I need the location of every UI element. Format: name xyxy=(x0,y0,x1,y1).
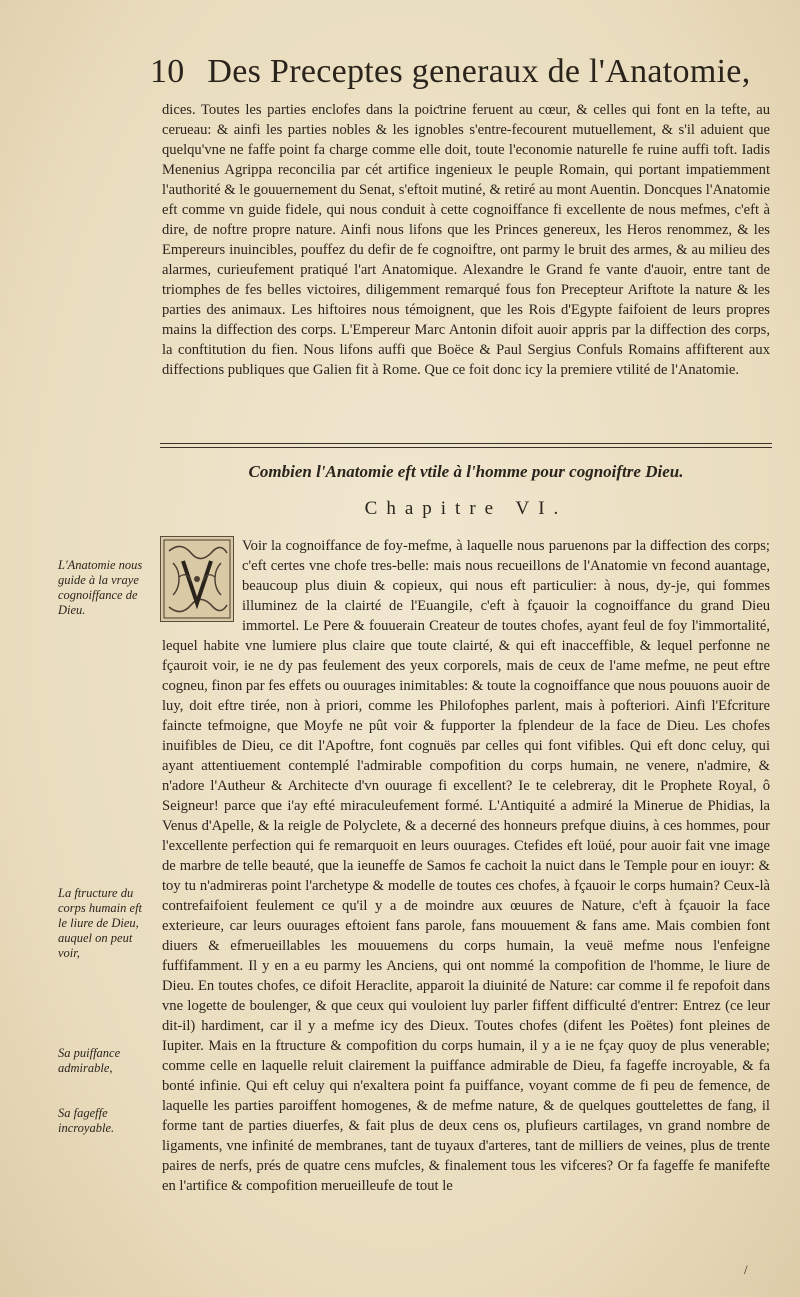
margin-note: Sa puiffance admirable, xyxy=(58,1046,121,1075)
paragraph-1: dices. Toutes les parties enclofes dans la poiƈtrine feruent au cœur, & celles qui font en la tefte, au cerueau: & ainfi les parties nobles & les ignobles s'entre-fecourent mutuellement, & s'il aduient que quelqu'vne ne faffe point fa charge comme elle doit, toute l'economie naturelle fe ruine auffi toft. Iadis Menenius Agrippa reconcilia par cét artifice ingenieux le peuple Romain, qui portant impatiemment l'authorité & le gouuernement du Senat, s'eftoit mutiné, & retiré au mont Auentin. Doncques l'Anatomie eft comme vn guide fidele, qui nous conduit à cette cognoiffance fi excellente de nous mefmes, c'eft à dire, de noftre propre nature. Ainfi nous lifons que les Princes genereux, les Heros renommez, & les Empereurs inuincibles, pouffez du defir de fe cognoiftre, ont parmy le bruit des armes, & au milieu des alarmes, curieufement pratiqué l'art Anatomique. Alexandre le Grand fe vante d'auoir, entre tant de triomphes de fes belles victoires, diligemment remarqué fous fon Precepteur Ariftote la nature & les parties des animaux. Les hiftoires nous témoignent, que les Rois d'Egypte faifoient de leurs propres mains la diffection des corps. L'Empereur Marc Antonin difoit auoir appris par la diffection des corps, la conftitution du fien. Nous lifons auffi que Boëce & Paul Sergius Confuls Romains affifterent aux diffections publiques que Galien fit à Rome. Que ce foit donc icy la premiere vtilité de l'Anatomie. xyxy=(162,102,770,378)
paragraph-2 xyxy=(162,536,770,1196)
margin-note: La ftructure du corps humain eft le liure de Dieu, auquel on peut voir, xyxy=(58,886,143,960)
page-number: 10 xyxy=(150,53,185,90)
running-title: Des Preceptes generaux de l'Anatomie, xyxy=(207,53,751,90)
section-rule xyxy=(160,443,772,444)
margin-note: Sa fageffe incroyable. xyxy=(58,1106,115,1135)
catchword: / xyxy=(744,1262,748,1277)
section-rule-thin xyxy=(160,447,772,448)
initial-space xyxy=(162,536,242,620)
chapter-heading: Chapitre VI. xyxy=(364,498,568,519)
running-header xyxy=(150,52,770,92)
margin-note: L'Anatomie nous guide à la vraye cognoiffance de Dieu. xyxy=(58,558,143,617)
section-title: Combien l'Anatomie eft vtile à l'homme pour cognoiftre Dieu. xyxy=(248,462,684,481)
paragraph-2-text: Voir la cognoiffance de foy-mefme, à laquelle nous paruenons par la diffection des corps; c'eft certes vne chofe tres-belle: mais nous recueillons de l'Anatomie vn fecond auantage, beaucoup plus diuin & copieux, qui nous eft particulier: à nous, dy-je, qui fommes illuminez de la clairté de l'Euangile, c'eft à fçauoir la cognoiffance du grand Dieu immortel. Le Pere & fouuerain Createur de toutes chofes, ayant feul de foy l'immortalité, lequel habite vne lumiere plus claire que toute clairté, & qui eft inacceffible, & lequel perfonne ne fçauroit voir, ie ne dy pas feulement des yeux corporels, mais de ceux de l'ame mefme, ne peut eftre cogneu, finon par fes effets ou ouurages inimitables: & toute la cognoiffance que nous pouuons auoir de luy, doit eftre tirée, non à priori, comme les Philofophes parlent, mais à pofteriori. Ainfi l'Efcriture faincte tefmoigne, que Moyfe ne pût voir & fupporter la fplendeur de la face de Dieu. Les chofes inuifibles de Dieu, ce dit l'Apoftre, font cognuës par celles qui font vifibles. Qui eft donc celuy, qui ayant attentiuement contemplé l'admirable compofition du corps humain, ne venere, n'admire, & n'adore l'Autheur & Architecte d'vn ouurage fi excellent? Ie te celebreray, dit le Prophete Royal, ô Seigneur! parce que i'ay efté miraculeufement formé. L'Antiquité a admiré la Minerue de Phidias, la Venus d'Apelle, & la reigle de Polyclete, & a decerné des honneurs prefque diuins, à ces hommes, pour l'excellente perfection qui fe remarquoit en leurs ouurages. Ctefides eft loüé, pour auoir fait vne image de marbre de telle beauté, que la ieuneffe de Samos fe cachoit la nuict dans le Temple pour en iouyr: & toy tu n'admireras point l'archetype & modelle de toutes ces chofes, à fçauoir le corps humain? Ceux-là contrefaifoient feulement ce qu'il y a de moindre aux œuures de Nature, c'eft à fçauoir la face exterieure, car leurs ouurages eftoient fans parole, fans mouuement & fans ame. Mais combien font diuers & efmerueillables les mouuemens du corps humain, la veuë mefme nous l'enfeigne fuffifamment. Il y en a eu parmy les Anciens, qui ont nommé la compofition de l'homme, le liure de Dieu. En toutes chofes, ce difoit Heraclite, apparoit la diuinité de Nature: car comme il fe repofoit dans vne logette de boulenger, & que ceux qui vouloient luy parler fiffent difficulté d'entrer: Entrez (ce leur dit-il) hardiment, car il y a mefme icy des Dieux. Toutes chofes (difent les Poëtes) font pleines de Iupiter. Mais en la ftructure & compofition du corps humain, il y a ie ne fçay quoy de plus venerable; comme celle en laquelle reluit clairement la puiffance admirable de Dieu, fa fageffe incroyable, & fa bonté infinie. Qui eft celuy qui n'exaltera point fa puiffance, voyant comme de fi peu de femence, de laquelle les parties paroiffent homogenes, & de mefme nature, & de quelques gouttelettes de fang, il forme tant de parties diuerfes, & fait plus de deux cens os, plufieurs cartilages, vn grand nombre de ligaments, vne infinité de membranes, tant de tuyaux d'arteres, tant de milliers de veines, plus de trente paires de nerfs, prés de quatre cens mufcles, & finalement tous les vifceres? Or fa fageffe fe manifefte en l'artifice & compofition merueilleufe de tout le xyxy=(162,538,770,1194)
